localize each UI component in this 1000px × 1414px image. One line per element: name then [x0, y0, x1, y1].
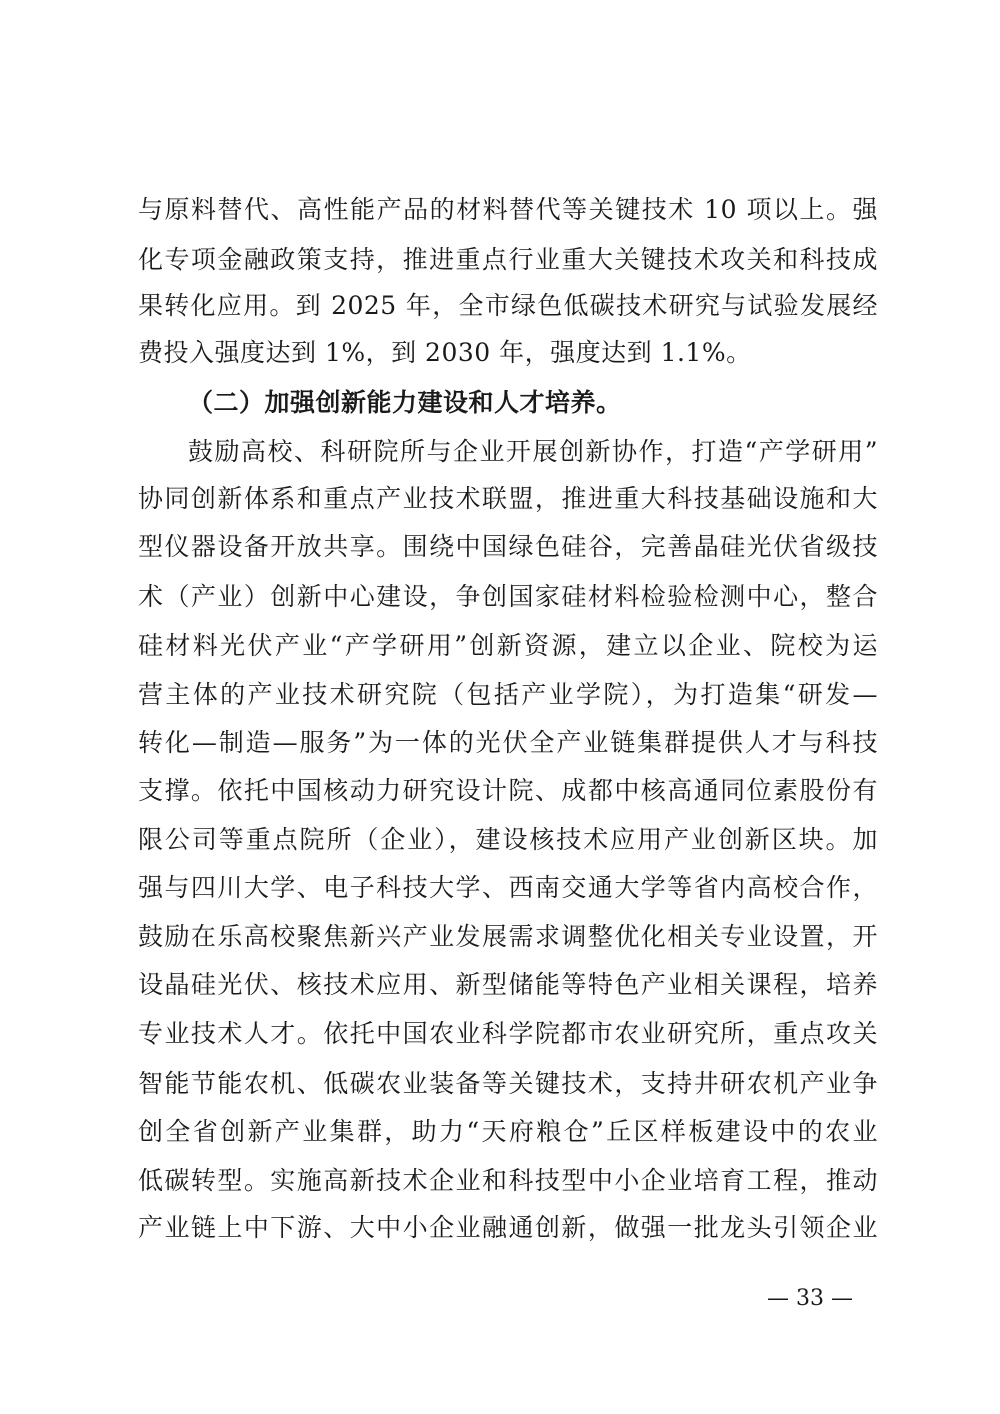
text-line: 支撑。依托中国核动力研究设计院、成都中核高通同位素股份有	[138, 776, 878, 805]
text-line: 设晶硅光伏、核技术应用、新型储能等特色产业相关课程，培养	[138, 970, 878, 999]
text-line: 费投入强度达到 1%，到 2030 年，强度达到 1.1%。	[138, 338, 752, 367]
text-line: 术（产业）创新中心建设，争创国家硅材料检验检测中心，整合	[138, 582, 878, 611]
text-line: 与原料替代、高性能产品的材料替代等关键技术 10 项以上。强	[138, 195, 878, 224]
section-heading: （二）加强创新能力建设和人才培养。	[188, 388, 622, 417]
text-line: 限公司等重点院所（企业），建设核技术应用产业创新区块。加	[138, 825, 878, 854]
text-line: 低碳转型。实施高新技术企业和科技型中小企业培育工程，推动	[138, 1166, 878, 1195]
text-line: 专业技术人才。依托中国农业科学院都市农业研究所，重点攻关	[138, 1019, 878, 1048]
text-line: 型仪器设备开放共享。围绕中国绿色硅谷，完善晶硅光伏省级技	[138, 532, 878, 561]
text-line: 营主体的产业技术研究院（包括产业学院），为打造集“研发—	[138, 680, 878, 709]
text-line: 智能节能农机、低碳农业装备等关键技术，支持井研农机产业争	[138, 1069, 878, 1098]
text-line: 鼓励在乐高校聚焦新兴产业发展需求调整优化相关专业设置，开	[138, 922, 878, 951]
text-line: 果转化应用。到 2025 年，全市绿色低碳技术研究与试验发展经	[138, 291, 878, 320]
page-number: — 33 —	[767, 1286, 853, 1311]
text-line: 转化—制造—服务”为一体的光伏全产业链集群提供人才与科技	[138, 728, 878, 757]
text-line: 化专项金融政策支持，推进重点行业重大关键技术攻关和科技成	[138, 245, 878, 274]
text-line: 鼓励高校、科研院所与企业开展创新协作，打造“产学研用”	[188, 437, 878, 466]
text-line: 强与四川大学、电子科技大学、西南交通大学等省内高校合作，	[138, 873, 878, 902]
text-line: 硅材料光伏产业“产学研用”创新资源，建立以企业、院校为运	[138, 631, 878, 660]
text-line: 协同创新体系和重点产业技术联盟，推进重大科技基础设施和大	[138, 484, 878, 513]
text-line: 产业链上中下游、大中小企业融通创新，做强一批龙头引领企业	[138, 1213, 878, 1242]
text-line: 创全省创新产业集群，助力“天府粮仓”丘区样板建设中的农业	[138, 1117, 878, 1146]
